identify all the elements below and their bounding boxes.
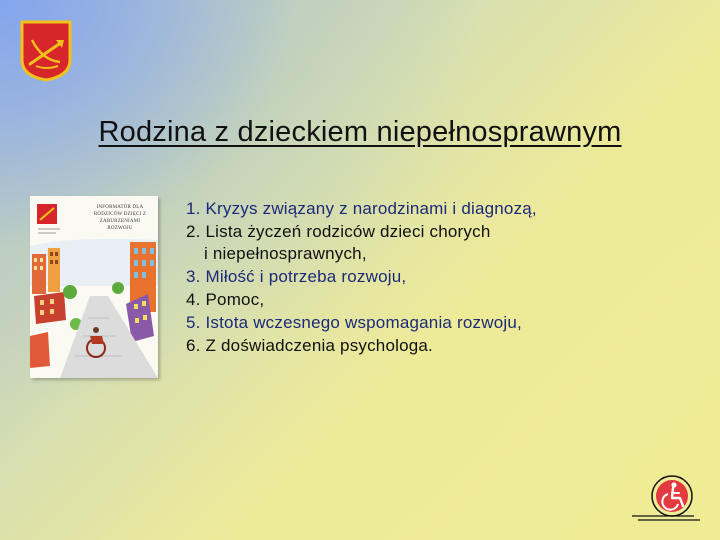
topic-text: 2. Lista życzeń rodziców dzieci chorych xyxy=(186,222,491,241)
topic-text: 1. Kryzys związany z narodzinami i diagnozą, xyxy=(186,199,537,218)
slide-title: Rodzina z dzieckiem niepełnosprawnym xyxy=(98,116,622,148)
topic-text: 4. Pomoc, xyxy=(186,290,265,309)
list-item xyxy=(186,289,686,311)
list-item xyxy=(186,221,686,265)
list-item xyxy=(186,312,686,334)
topic-text: 3. Miłość i potrzeba rozwoju, xyxy=(186,267,407,286)
booklet-cover-image xyxy=(30,196,158,378)
topic-text: 5. Istota wczesnego wspomagania rozwoju, xyxy=(186,313,522,332)
coat-of-arms-icon xyxy=(20,20,72,82)
topics-list xyxy=(186,198,686,358)
topic-text: 6. Z doświadczenia psychologa. xyxy=(186,336,433,355)
wheelchair-icon xyxy=(628,474,704,524)
list-item xyxy=(186,198,686,220)
list-item xyxy=(186,335,686,357)
topic-continuation: i niepełnosprawnych, xyxy=(204,244,367,263)
booklet-title: INFORMATOR DLA RODZICÓW DZIECI Z ZABURZENIAMI ROZWOJU xyxy=(93,205,147,231)
list-item xyxy=(186,266,686,288)
